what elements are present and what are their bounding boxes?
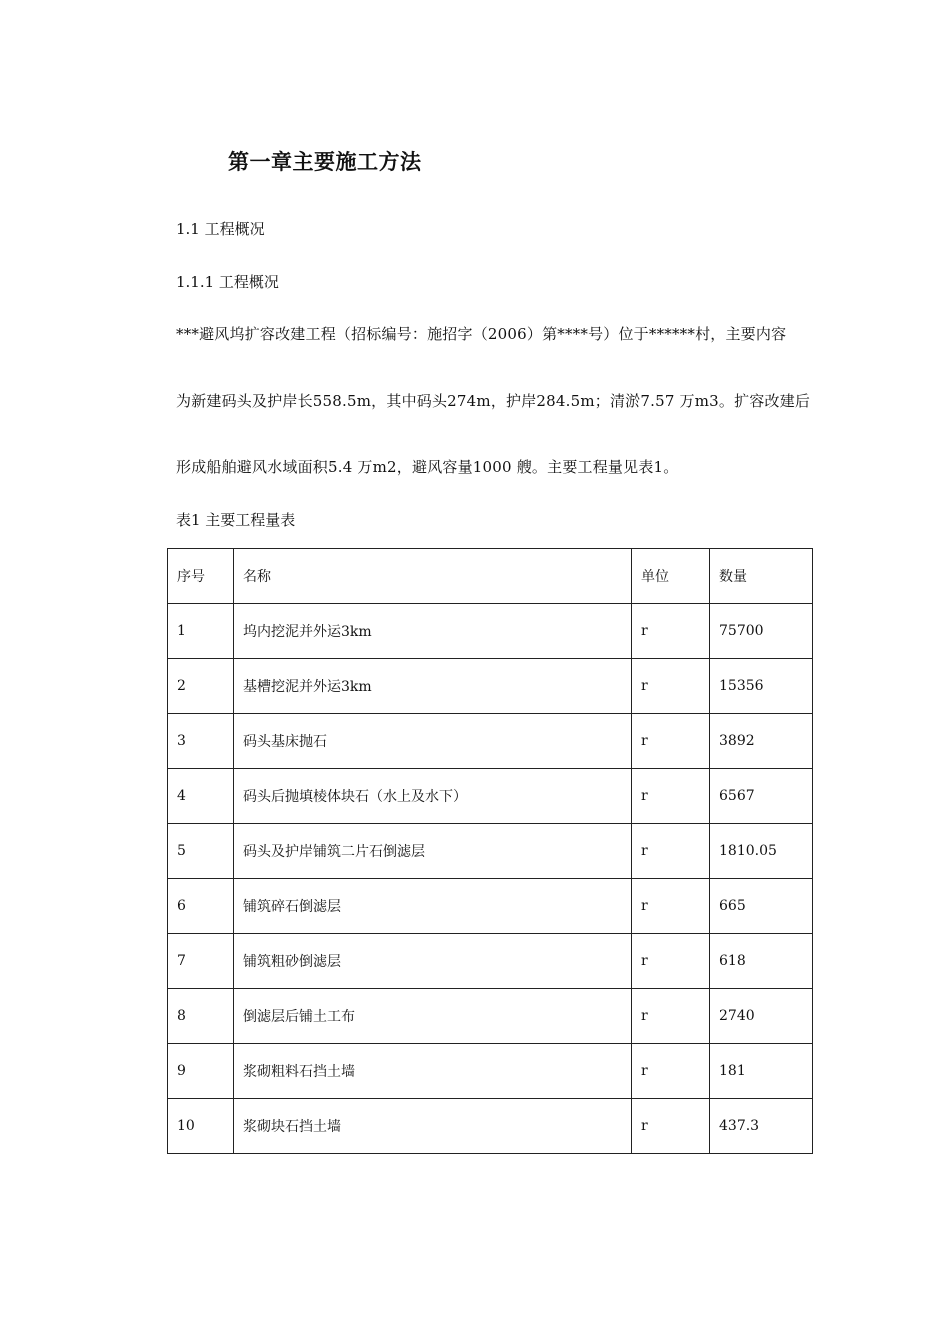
cell-unit: r bbox=[632, 824, 710, 879]
cell-unit: r bbox=[632, 934, 710, 989]
cell-quantity: 665 bbox=[710, 879, 813, 934]
header-cell-name: 名称 bbox=[234, 549, 632, 604]
cell-index: 3 bbox=[168, 714, 234, 769]
table-caption: 表1 主要工程量表 bbox=[176, 511, 296, 529]
table-row bbox=[168, 1099, 813, 1154]
cell-name: 码头基床抛石 bbox=[234, 714, 632, 769]
cell-name: 码头及护岸铺筑二片石倒滤层 bbox=[234, 824, 632, 879]
cell-index: 10 bbox=[168, 1099, 234, 1154]
chapter-title: 第一章主要施工方法 bbox=[228, 150, 422, 174]
cell-unit: r bbox=[632, 714, 710, 769]
cell-name: 码头后抛填棱体块石（水上及水下） bbox=[234, 769, 632, 824]
cell-unit: r bbox=[632, 1099, 710, 1154]
table-row bbox=[168, 714, 813, 769]
cell-name: 浆砌块石挡土墙 bbox=[234, 1099, 632, 1154]
cell-unit: r bbox=[632, 769, 710, 824]
table-row bbox=[168, 989, 813, 1044]
cell-quantity: 3892 bbox=[710, 714, 813, 769]
cell-unit: r bbox=[632, 659, 710, 714]
cell-quantity: 15356 bbox=[710, 659, 813, 714]
cell-unit: r bbox=[632, 989, 710, 1044]
cell-index: 4 bbox=[168, 769, 234, 824]
table-row bbox=[168, 824, 813, 879]
cell-unit: r bbox=[632, 879, 710, 934]
cell-quantity: 6567 bbox=[710, 769, 813, 824]
paragraph-line-1: ***避风坞扩容改建工程（招标编号：施招字（2006）第****号）位于******村，主要内容 bbox=[176, 325, 787, 343]
cell-index: 6 bbox=[168, 879, 234, 934]
paragraph-line-2: 为新建码头及护岸长558.5m，其中码头274m，护岸284.5m；清淤7.57 万m3。扩容改建后 bbox=[176, 392, 811, 410]
table-row bbox=[168, 879, 813, 934]
cell-quantity: 437.3 bbox=[710, 1099, 813, 1154]
quantity-table bbox=[167, 548, 813, 1154]
cell-unit: r bbox=[632, 1044, 710, 1099]
cell-quantity: 75700 bbox=[710, 604, 813, 659]
cell-index: 2 bbox=[168, 659, 234, 714]
cell-quantity: 618 bbox=[710, 934, 813, 989]
cell-name: 倒滤层后铺土工布 bbox=[234, 989, 632, 1044]
cell-index: 9 bbox=[168, 1044, 234, 1099]
subsection-heading: 1.1.1 工程概况 bbox=[176, 273, 279, 291]
cell-index: 1 bbox=[168, 604, 234, 659]
cell-name: 浆砌粗料石挡土墙 bbox=[234, 1044, 632, 1099]
cell-unit: r bbox=[632, 604, 710, 659]
table-row bbox=[168, 659, 813, 714]
cell-quantity: 181 bbox=[710, 1044, 813, 1099]
table-header-row bbox=[168, 549, 813, 604]
paragraph-line-3: 形成船舶避风水域面积5.4 万m2，避风容量1000 艘。主要工程量见表1。 bbox=[176, 458, 679, 476]
cell-quantity: 2740 bbox=[710, 989, 813, 1044]
header-cell-quantity: 数量 bbox=[710, 549, 813, 604]
cell-name: 铺筑碎石倒滤层 bbox=[234, 879, 632, 934]
table-row bbox=[168, 769, 813, 824]
table-row bbox=[168, 604, 813, 659]
cell-index: 7 bbox=[168, 934, 234, 989]
header-cell-index: 序号 bbox=[168, 549, 234, 604]
cell-name: 基槽挖泥并外运3km bbox=[234, 659, 632, 714]
section-heading: 1.1 工程概况 bbox=[176, 220, 265, 238]
cell-index: 8 bbox=[168, 989, 234, 1044]
header-cell-unit: 单位 bbox=[632, 549, 710, 604]
cell-index: 5 bbox=[168, 824, 234, 879]
cell-name: 坞内挖泥并外运3km bbox=[234, 604, 632, 659]
cell-quantity: 1810.05 bbox=[710, 824, 813, 879]
table-row bbox=[168, 934, 813, 989]
table-row bbox=[168, 1044, 813, 1099]
cell-name: 铺筑粗砂倒滤层 bbox=[234, 934, 632, 989]
